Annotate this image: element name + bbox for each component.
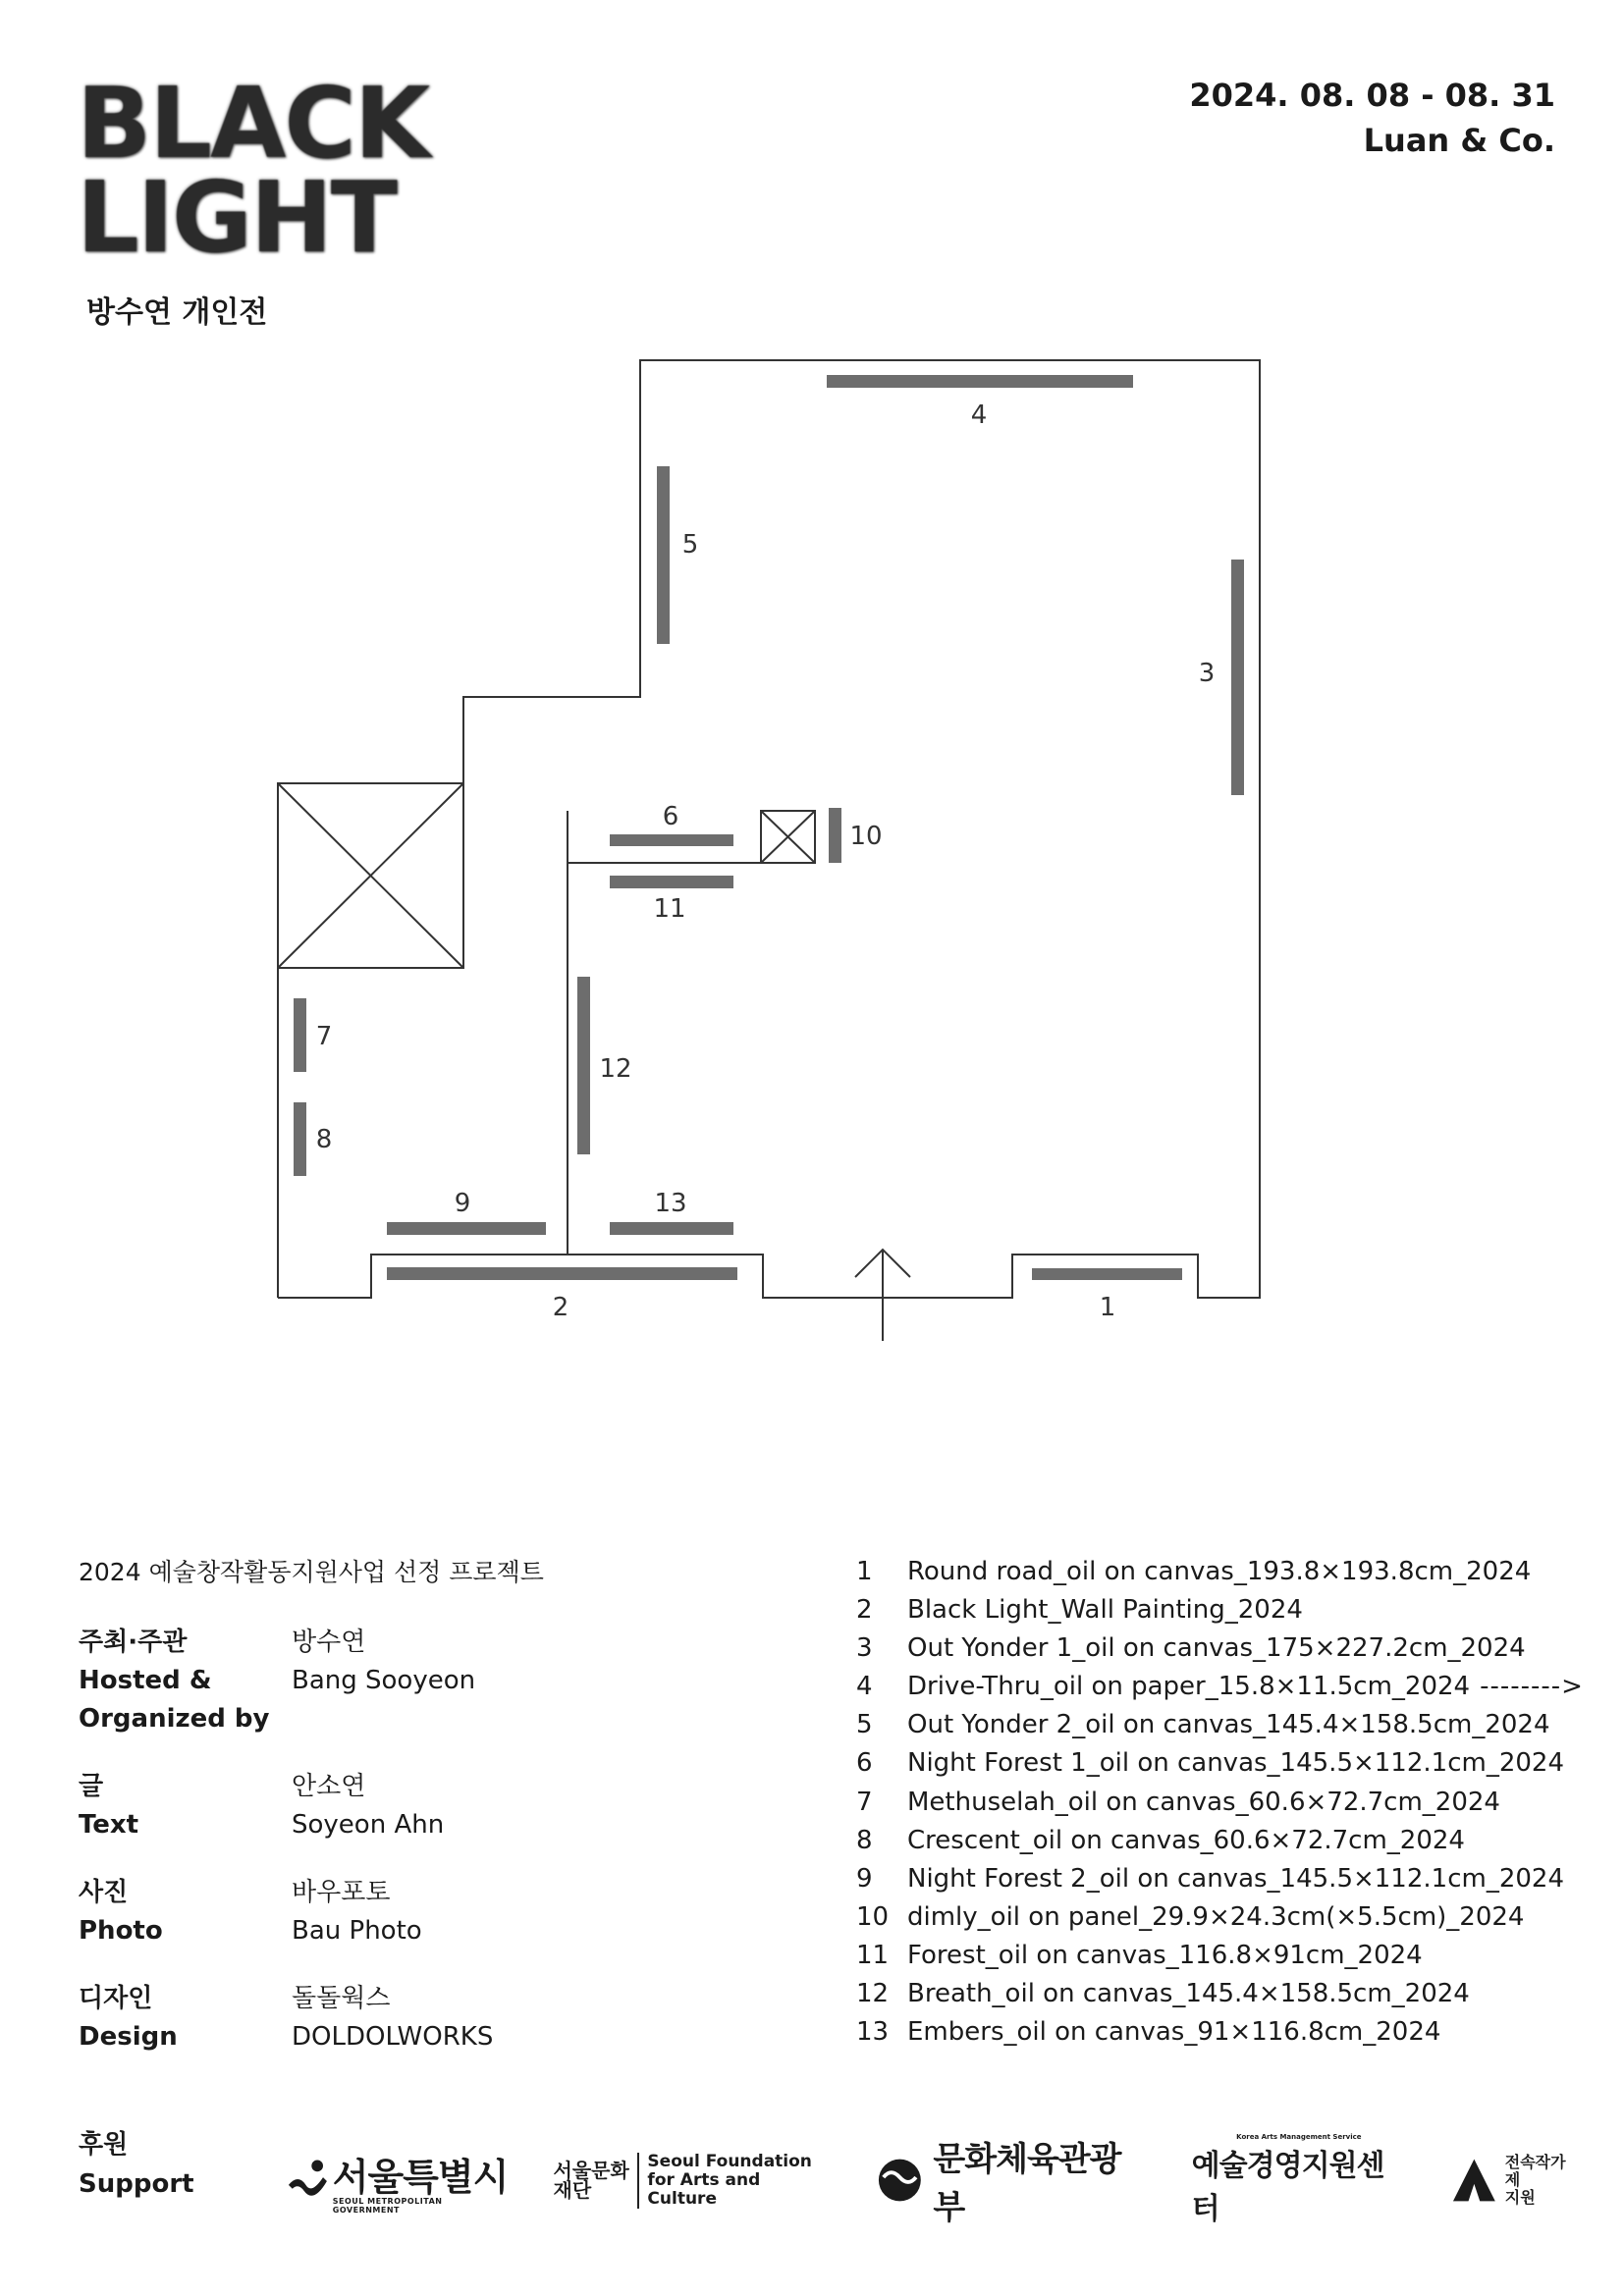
artwork-13-marker <box>610 1222 733 1235</box>
sfac-eng-line1: Seoul Foundation <box>647 2151 812 2171</box>
seoul-symbol-icon <box>285 2156 333 2205</box>
artwork-3-marker <box>1231 560 1244 795</box>
list-item <box>856 1898 1584 1937</box>
work-title: Night Forest 2_oil on canvas_145.5×112.1cm_2024 <box>907 1863 1564 1894</box>
list-item <box>856 1822 1584 1860</box>
artwork-6-marker <box>610 834 733 846</box>
credit-value-en: Bang Sooyeon <box>292 1666 476 1695</box>
artwork-2-marker <box>387 1267 737 1280</box>
list-item <box>856 1629 1584 1668</box>
logo-title-line2: LIGHT <box>77 160 396 275</box>
artwork-10-marker <box>829 808 841 863</box>
seoul-city-logo <box>285 2147 509 2215</box>
work-title: dimly_oil on panel_29.9×24.3cm(×5.5cm)_2024 <box>907 1901 1525 1932</box>
credit-label-ko: 사진 <box>79 1878 129 1907</box>
work-title: Crescent_oil on canvas_60.6×72.7cm_2024 <box>907 1825 1465 1855</box>
credit-photo <box>79 1874 785 1950</box>
seoul-name: 서울특별시 <box>332 2155 509 2199</box>
mcst-name: 문화체육관광부 <box>933 2140 1121 2227</box>
credit-label-en: Design <box>79 2022 178 2052</box>
mcst-logo <box>876 2132 1147 2228</box>
sfac-logo <box>554 2153 831 2209</box>
artwork-1-marker <box>1032 1268 1182 1280</box>
work-number: 3 <box>856 1633 873 1664</box>
plan-label-6: 6 <box>662 802 679 831</box>
plan-label-2: 2 <box>552 1293 569 1322</box>
plan-label-4: 4 <box>970 400 988 430</box>
work-title: Black Light_Wall Painting_2024 <box>907 1595 1303 1626</box>
work-number: 7 <box>856 1787 873 1817</box>
work-title: Drive-Thru_oil on paper_15.8×11.5cm_2024 <box>907 1672 1471 1702</box>
plan-label-11: 11 <box>653 894 686 924</box>
credit-hosted <box>79 1624 785 1738</box>
credit-label-en: Hosted & <box>79 1666 212 1695</box>
artist-program-line1: 전속작가제 <box>1504 2153 1566 2189</box>
support-label-en: Support <box>79 2169 194 2199</box>
kams-logo <box>1192 2133 1406 2227</box>
work-number: 9 <box>856 1863 873 1894</box>
exhibition-subtitle: 방수연 개인전 <box>86 295 268 330</box>
work-number: 11 <box>856 1940 890 1970</box>
exhibition-dates: 2024. 08. 08 - 08. 31 <box>1189 77 1555 114</box>
work-title: Embers_oil on canvas_91×116.8cm_2024 <box>907 2017 1441 2048</box>
artwork-12-marker <box>577 977 590 1154</box>
artist-program-logo <box>1451 2154 1579 2207</box>
credit-design <box>79 1980 785 2056</box>
work-title: Forest_oil on canvas_116.8×91cm_2024 <box>907 1940 1423 1970</box>
work-title: Breath_oil on canvas_145.4×158.5cm_2024 <box>907 1979 1470 2009</box>
work-number: 2 <box>856 1595 873 1626</box>
plan-label-12: 12 <box>599 1054 632 1084</box>
credits-section <box>79 1553 785 2086</box>
work-number: 4 <box>856 1672 873 1702</box>
sponsor-logos <box>285 2132 1624 2228</box>
kams-sub: Korea Arts Management Service <box>1236 2133 1362 2141</box>
list-item <box>856 1668 1584 1706</box>
credit-label-en: Photo <box>79 1916 163 1946</box>
list-item <box>856 1744 1584 1783</box>
taegeuk-icon <box>876 2156 924 2205</box>
artwork-11-marker <box>610 876 733 888</box>
list-item <box>856 1706 1584 1744</box>
work-arrow: --------> <box>1480 1672 1584 1702</box>
work-number: 1 <box>856 1557 873 1586</box>
work-title: Out Yonder 1_oil on canvas_175×227.2cm_2024 <box>907 1633 1526 1664</box>
support-label-block <box>79 2125 194 2204</box>
list-item <box>856 2013 1584 2052</box>
artist-program-icon <box>1451 2157 1497 2204</box>
credit-label-ko: 글 <box>79 1772 104 1801</box>
artwork-4-marker <box>827 375 1133 388</box>
credit-value-ko: 바우포토 <box>292 1878 391 1907</box>
artist-program-line2: 지원 <box>1504 2188 1536 2207</box>
plan-label-13: 13 <box>654 1189 687 1218</box>
plan-label-1: 1 <box>1099 1293 1116 1322</box>
credit-value-en: DOLDOLWORKS <box>292 2022 494 2052</box>
list-item <box>856 1937 1584 1975</box>
artwork-8-marker <box>294 1102 306 1176</box>
list-item <box>856 1784 1584 1822</box>
work-title: Round road_oil on canvas_193.8×193.8cm_2024 <box>907 1557 1532 1586</box>
work-number: 12 <box>856 1979 890 2009</box>
artwork-list <box>856 1553 1584 2052</box>
work-title: Methuselah_oil on canvas_60.6×72.7cm_2024 <box>907 1787 1500 1817</box>
work-number: 13 <box>856 2017 890 2048</box>
support-label-ko: 후원 <box>79 2130 129 2160</box>
work-number: 8 <box>856 1825 873 1855</box>
list-item <box>856 1591 1584 1629</box>
work-number: 6 <box>856 1748 873 1779</box>
credit-label-ko: 디자인 <box>79 1984 153 2013</box>
artwork-9-marker <box>387 1222 546 1235</box>
artwork-5-marker <box>657 466 670 644</box>
plan-label-7: 7 <box>315 1022 333 1051</box>
logo-title-line1: BLACK <box>77 66 429 181</box>
list-item <box>856 1860 1584 1898</box>
kams-name: 예술경영지원센터 <box>1191 2149 1384 2226</box>
credit-value-en: Soyeon Ahn <box>292 1810 445 1840</box>
plan-label-9: 9 <box>454 1189 471 1218</box>
credit-text <box>79 1768 785 1844</box>
sfac-eng-line2: for Arts and Culture <box>647 2169 761 2209</box>
list-item <box>856 1553 1584 1591</box>
work-title: Out Yonder 2_oil on canvas_145.4×158.5cm_2024 <box>907 1710 1550 1740</box>
credit-value-ko: 돌돌웍스 <box>292 1984 391 2013</box>
exhibition-venue: Luan & Co. <box>1363 122 1555 159</box>
program-title: 2024 예술창작활동지원사업 선정 프로젝트 <box>79 1558 544 1586</box>
list-item <box>856 1975 1584 2013</box>
plan-label-3: 3 <box>1198 659 1216 688</box>
credit-value-en: Bau Photo <box>292 1916 422 1946</box>
plan-label-10: 10 <box>849 822 883 851</box>
sfac-kor: 서울문화재단 <box>553 2159 629 2202</box>
credit-label-en2: Organized by <box>79 1704 270 1734</box>
seoul-sub: SEOUL METROPOLITAN GOVERNMENT <box>332 2196 443 2215</box>
credit-value-ko: 안소연 <box>292 1772 366 1801</box>
artwork-7-marker <box>294 998 306 1072</box>
plan-label-5: 5 <box>681 530 699 560</box>
work-number: 5 <box>856 1710 873 1740</box>
plan-label-8: 8 <box>315 1125 333 1154</box>
credit-value-ko: 방수연 <box>292 1628 366 1657</box>
gallery-outer-wall-right <box>278 360 1260 1298</box>
work-title: Night Forest 1_oil on canvas_145.5×112.1cm_2024 <box>907 1748 1564 1779</box>
credit-label-en: Text <box>79 1810 139 1840</box>
work-number: 10 <box>856 1901 890 1932</box>
credit-label-ko: 주최·주관 <box>79 1628 188 1657</box>
